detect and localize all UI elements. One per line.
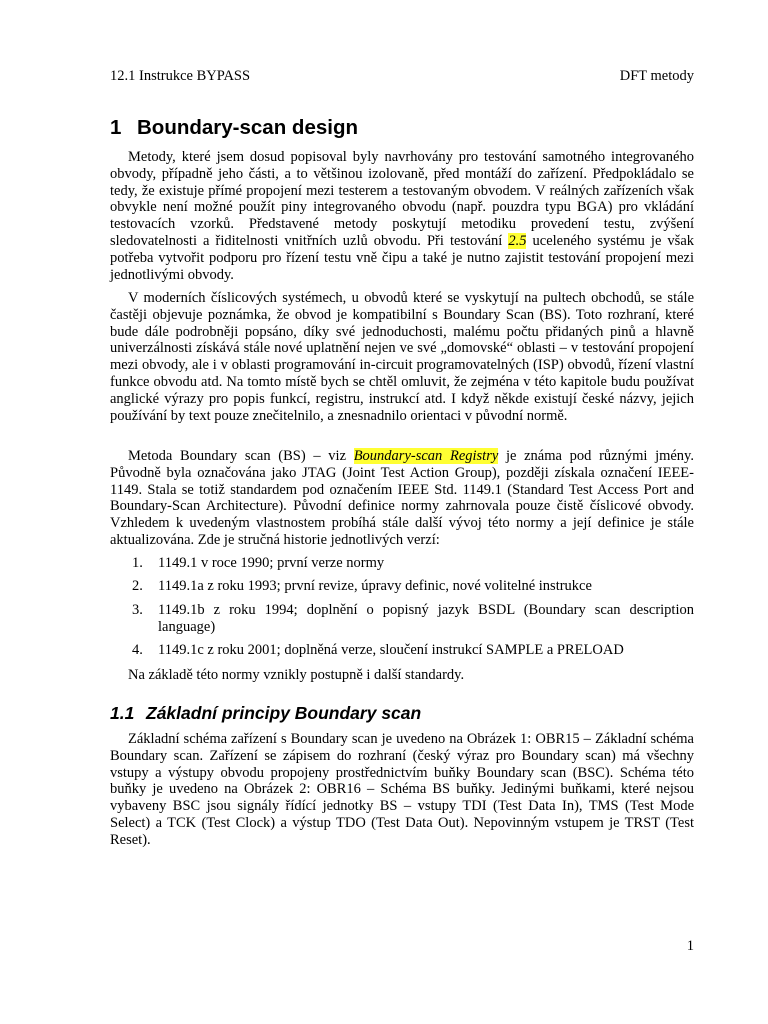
page-number: 1 xyxy=(686,938,694,954)
section-number: 1 xyxy=(110,116,122,139)
list-item: 4. 1149.1c z roku 2001; doplněná verze, sloučení instrukcí SAMPLE a PRELOAD xyxy=(132,641,624,658)
section-title: Boundary-scan design xyxy=(137,116,358,139)
header-chapter: 12.1 Instrukce BYPASS xyxy=(110,68,251,84)
list-item: 2. 1149.1a z roku 1993; první revize, úpravy definic, nové volitelné instrukce xyxy=(132,578,592,595)
subsection-title: Základní principy Boundary scan xyxy=(146,703,422,723)
subsection-number: 1.1 xyxy=(110,703,135,723)
subsection-heading xyxy=(110,703,421,724)
cross-reference-link[interactable]: 2.5 xyxy=(508,232,527,249)
paragraph-principles: Základní schéma zařízení s Boundary scan je uvedeno na Obrázek 1: OBR15 – Základní schéma Boundary scan. Zařízení se zápisem do rozhraní (český výraz pro Boundary scan) má všechny vstupy a výstupy obvodu propojeny prostřednictvím buňky Boundary scan (BSC). Schéma této buňky je uvedeno na Obrázek 2: OBR16 – Schéma BS buňky. Jedinými buňkami, které nejsou vybaveny BSC jsou signály řídící jednotky BS – vstupy TDI (Test Data In), TMS (Test Mode Select) a TCK (Test Clock) a výstup TDO (Test Data Out). Nepovinným vstupem je TRST (Test Reset). xyxy=(110,731,694,848)
paragraph-standards: Na základě této normy vznikly postupně i další standardy. xyxy=(128,667,465,683)
header-title: DFT metody xyxy=(619,68,694,84)
paragraph-intro: Metody, které jsem dosud popisoval byly navrhovány pro testování samotného integrovaného obvody, případně jeho části, a to většinou izolovaně, před montáží do zařízení. Předpokládalo se tedy, že existuje přímé propojení mezi testerem a testovaným obvodem. V reálných zařízeních však obvykle není možné použít piny integrovaného obvodu (např. pouzdra typu BGA) pro vkládání testovacích vzorků. Představené metody poskytují metodiku provedení testu, zvýšení sledovatelnosti a řiditelnosti vnitřních uzlů obvodu. Při testování 2.5 uceleného systému je však potřeba vytvořit podporu pro řízení testu vně čipu a také je nutno zajistit testování propojení mezi jednotlivými obvody. xyxy=(110,149,694,283)
list-item: 3. 1149.1b z roku 1994; doplnění o popisný jazyk BSDL (Boundary scan description language) xyxy=(132,601,694,635)
section-heading xyxy=(110,116,358,140)
version-history-list xyxy=(110,555,694,665)
boundary-scan-registry-link[interactable]: Boundary-scan Registry xyxy=(353,448,499,464)
paragraph-modern-systems: V moderních číslicových systémech, u obvodů které se vyskytují na pultech obchodů, se stále častěji objevuje poznámka, že obvod je kompatibilní s Boundary Scan (BS). Toto rozhraní, které bude dále podrobněji popsáno, díky své jednoduchosti, malému počtu přidaných pinů a hlavně univerzálnosti získává stále nové uplatnění nejen ve své „domovské“ oblasti – v testování propojení mezi obvody, ale i v oblasti programování in-circuit programovatelných (ISP) obvodů, řízení vlastní funkce obvodu atd. Na tomto místě bych se chtěl omluvit, že zejména v této kapitole budu používat anglické výrazy pro popis funkcí, registru, instrukcí atd. I když někde existují české názvy, jejich používání by text pouze znečitelnilo, a znesnadnilo orientaci v původní normě. xyxy=(110,290,694,424)
document-page xyxy=(110,0,694,1024)
list-item: 1. 1149.1 v roce 1990; první verze normy xyxy=(132,555,385,571)
paragraph-boundary-scan-method: Metoda Boundary scan (BS) – viz Boundary-scan Registry je známa pod různými jmény. Původně byla označována jako JTAG (Joint Test Action Group), později získala označení IEEE-1149. Stala se totiž standardem pod označením IEEE Std. 1149.1 (Standard Test Access Port and Boundary-Scan Architecture). Původní definice normy zahrnovala pouze čistě číslicové obvody. Vzhledem k uvedeným vlastnostem probíhá stále další vývoj této normy a její definice je stále aktualizována. Zde je stručná historie jednotlivých verzí: xyxy=(110,448,694,548)
